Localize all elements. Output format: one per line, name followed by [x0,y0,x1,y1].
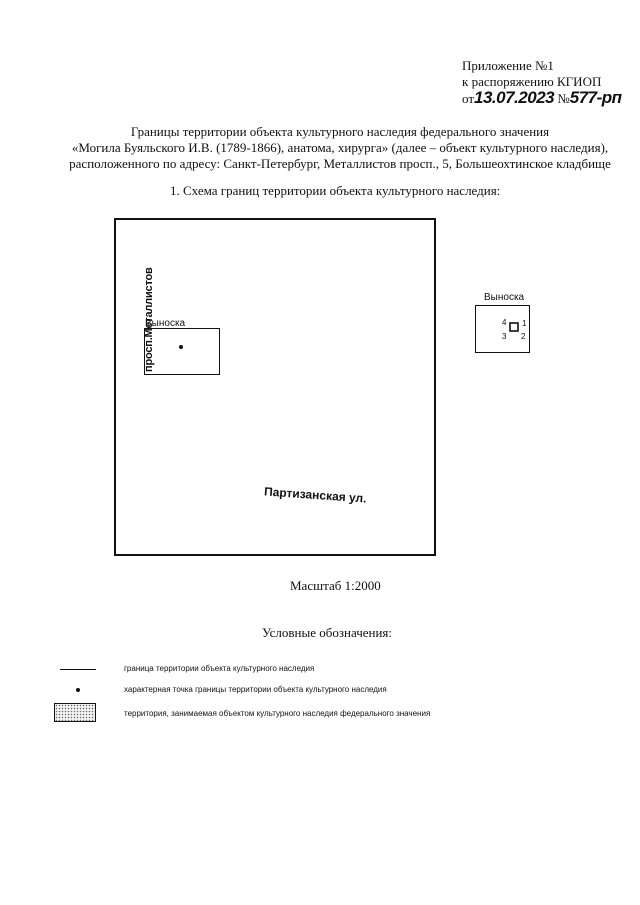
from-label: от [462,91,475,106]
legend-item-boundary: граница территории объекта культурного наследия [124,664,315,673]
appendix-line-3 [462,90,622,107]
point-1-label: 1 [522,319,527,328]
title-line-1: Границы территории объекта культурного наследия федерального значения [130,124,550,139]
legend-title: Условные обозначения: [262,625,393,640]
map-inset-box [144,328,220,375]
map-inset-label: Выноска [145,318,186,329]
title-line-3: расположенного по адресу: Санкт-Петербург, Металлистов просп., 5, Большеохтинское кладбище [69,156,611,171]
document-title [60,124,620,172]
legend-item-point: характерная точка границы территории объекта культурного наследия [124,685,387,694]
point-2-label: 2 [521,332,526,341]
order-number: 577-рп [569,88,622,107]
number-label: № [557,91,570,106]
street-label-partizanskaya: Партизанская ул. [263,484,367,506]
street-label-metallistov: просп.Металлистов [143,267,155,372]
callout-label: Выноска [484,292,525,303]
point-3-label: 3 [502,332,507,341]
legend-boundary-line-symbol [60,669,96,670]
order-date: 13.07.2023 [474,88,555,107]
legend-territory-symbol [54,703,96,722]
title-line-2: «Могила Буяльского И.В. (1789-1866), анатома, хирурга» (далее – объект культурного наследия), [71,140,609,155]
legend-item-territory: территория, занимаемая объектом культурного наследия федерального значения [124,709,431,718]
map-frame [114,218,436,556]
appendix-line-1: Приложение №1 [462,58,554,73]
map-scale: Масштаб 1:2000 [290,578,381,593]
section-heading: 1. Схема границ территории объекта культурного наследия: [170,183,501,198]
legend-point-symbol [76,688,80,692]
appendix-header [462,58,622,107]
map-object-point [179,345,183,349]
appendix-line-2: к распоряжению КГИОП [462,74,602,89]
point-4-label: 4 [502,318,507,327]
